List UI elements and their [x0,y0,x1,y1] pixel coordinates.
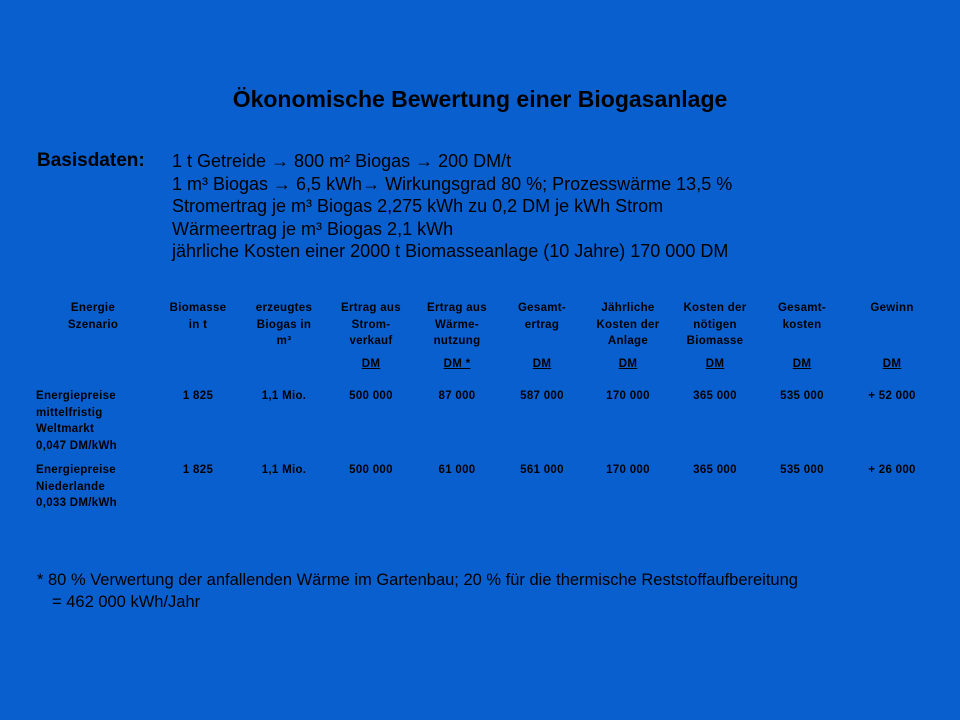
unit-cell: DM [882,358,902,370]
unit-cell: DM [532,358,552,370]
column-header [240,300,328,356]
economics-table [30,300,938,522]
basis-line: 1 m³ Biogas → 6,5 kWh→ Wirkungsgrad 80 %; Prozesswärme 13,5 % [172,173,733,194]
value-cell: 535 000 [780,390,824,402]
column-header-line: erzeugtes [255,302,313,314]
column-header-line: Gewinn [870,302,914,314]
value-cell: 1 825 [182,390,214,402]
value-cell: 170 000 [606,390,650,402]
column-header-line: nutzung [433,335,481,347]
column-header-line: Ertrag aus [341,302,401,314]
basis-label: Basisdaten: [37,150,145,171]
value-cell: 1,1 Mio. [261,464,307,476]
column-header [30,300,156,356]
column-header-line: Biomasse [686,335,744,347]
column-header-line: Ertrag aus [427,302,487,314]
column-header [846,300,938,356]
value-cell: 365 000 [693,390,737,402]
footnote-line: * 80 % Verwertung der anfallenden Wärme im Gartenbau; 20 % für die thermische Reststoffaufbereitung [37,571,798,589]
basis-line: Stromertrag je m³ Biogas 2,275 kWh zu 0,2 DM je kWh Strom [172,196,664,216]
column-header [328,300,414,356]
footnote-line: = 462 000 kWh/Jahr [52,593,201,611]
value-cell: 587 000 [520,390,564,402]
unit-cell: DM [361,358,381,370]
basis-lines [172,150,732,263]
column-header-line: Gesamt- [517,302,567,314]
table-row [30,388,938,462]
column-header-line: nötigen [693,318,737,331]
scenario-line: Niederlande [36,480,106,493]
slide-title: Ökonomische Bewertung einer Biogasanlage [232,86,728,112]
column-header-line: Kosten der [596,318,660,331]
scenario-line: mittelfristig [36,406,103,419]
unit-cell: DM [705,358,725,370]
basis-line: jährliche Kosten einer 2000 t Biomasseanlage (10 Jahre) 170 000 DM [172,241,729,261]
column-header-line: Anlage [607,335,649,347]
value-cell: 1,1 Mio. [261,390,307,402]
value-cell: 561 000 [520,464,564,476]
column-header [584,300,672,356]
column-header [500,300,584,356]
scenario-line: Energiepreise [36,464,116,476]
column-header-line: Gesamt- [777,302,827,314]
column-header-line: Jährliche [601,302,655,314]
column-header [414,300,500,356]
table-header-row [30,300,938,356]
column-header-line: verkauf [349,335,393,347]
unit-cell: DM * [443,358,471,370]
value-cell: 1 825 [182,464,214,476]
value-cell: 535 000 [780,464,824,476]
column-header [672,300,758,356]
scenario-line: Weltmarkt [36,423,95,435]
value-cell: 365 000 [693,464,737,476]
unit-cell: DM [618,358,638,370]
value-cell: + 26 000 [868,464,916,476]
value-cell: + 52 000 [868,390,916,402]
value-cell: 500 000 [349,464,393,476]
table-row [30,462,938,522]
value-cell: 61 000 [438,464,476,476]
column-header-line: m³ [276,335,292,347]
scenario-cell [30,462,156,522]
unit-cell [30,356,156,388]
value-cell: 87 000 [438,390,476,402]
basis-line: 1 t Getreide → 800 m² Biogas → 200 DM/t [172,151,512,171]
column-header-line: Strom- [351,318,391,331]
column-header-line: Energie [70,302,116,314]
basis-line: Wärmeertrag je m³ Biogas 2,1 kWh [172,218,454,239]
scenario-line: 0,033 DM/kWh [36,497,117,509]
column-header-line: in t [188,318,208,331]
column-header-line: Biomasse [169,302,227,314]
column-header-line: ertrag [524,318,560,331]
value-cell: 500 000 [349,390,393,402]
column-header-line: Wärme- [435,318,479,331]
column-header-line: Biogas in [256,318,312,331]
column-header [156,300,240,356]
unit-cell [156,356,240,388]
scenario-line: 0,047 DM/kWh [36,439,117,452]
value-cell: 170 000 [606,464,650,476]
footnote [37,569,798,613]
unit-cell: DM [792,358,812,370]
column-header-line: Kosten der [683,302,747,314]
column-header-line: kosten [782,318,822,331]
unit-cell [240,356,328,388]
column-header-line: Szenario [67,318,119,331]
scenario-cell [30,388,156,462]
scenario-line: Energiepreise [36,390,116,402]
table-units-row [30,356,938,388]
column-header [758,300,846,356]
